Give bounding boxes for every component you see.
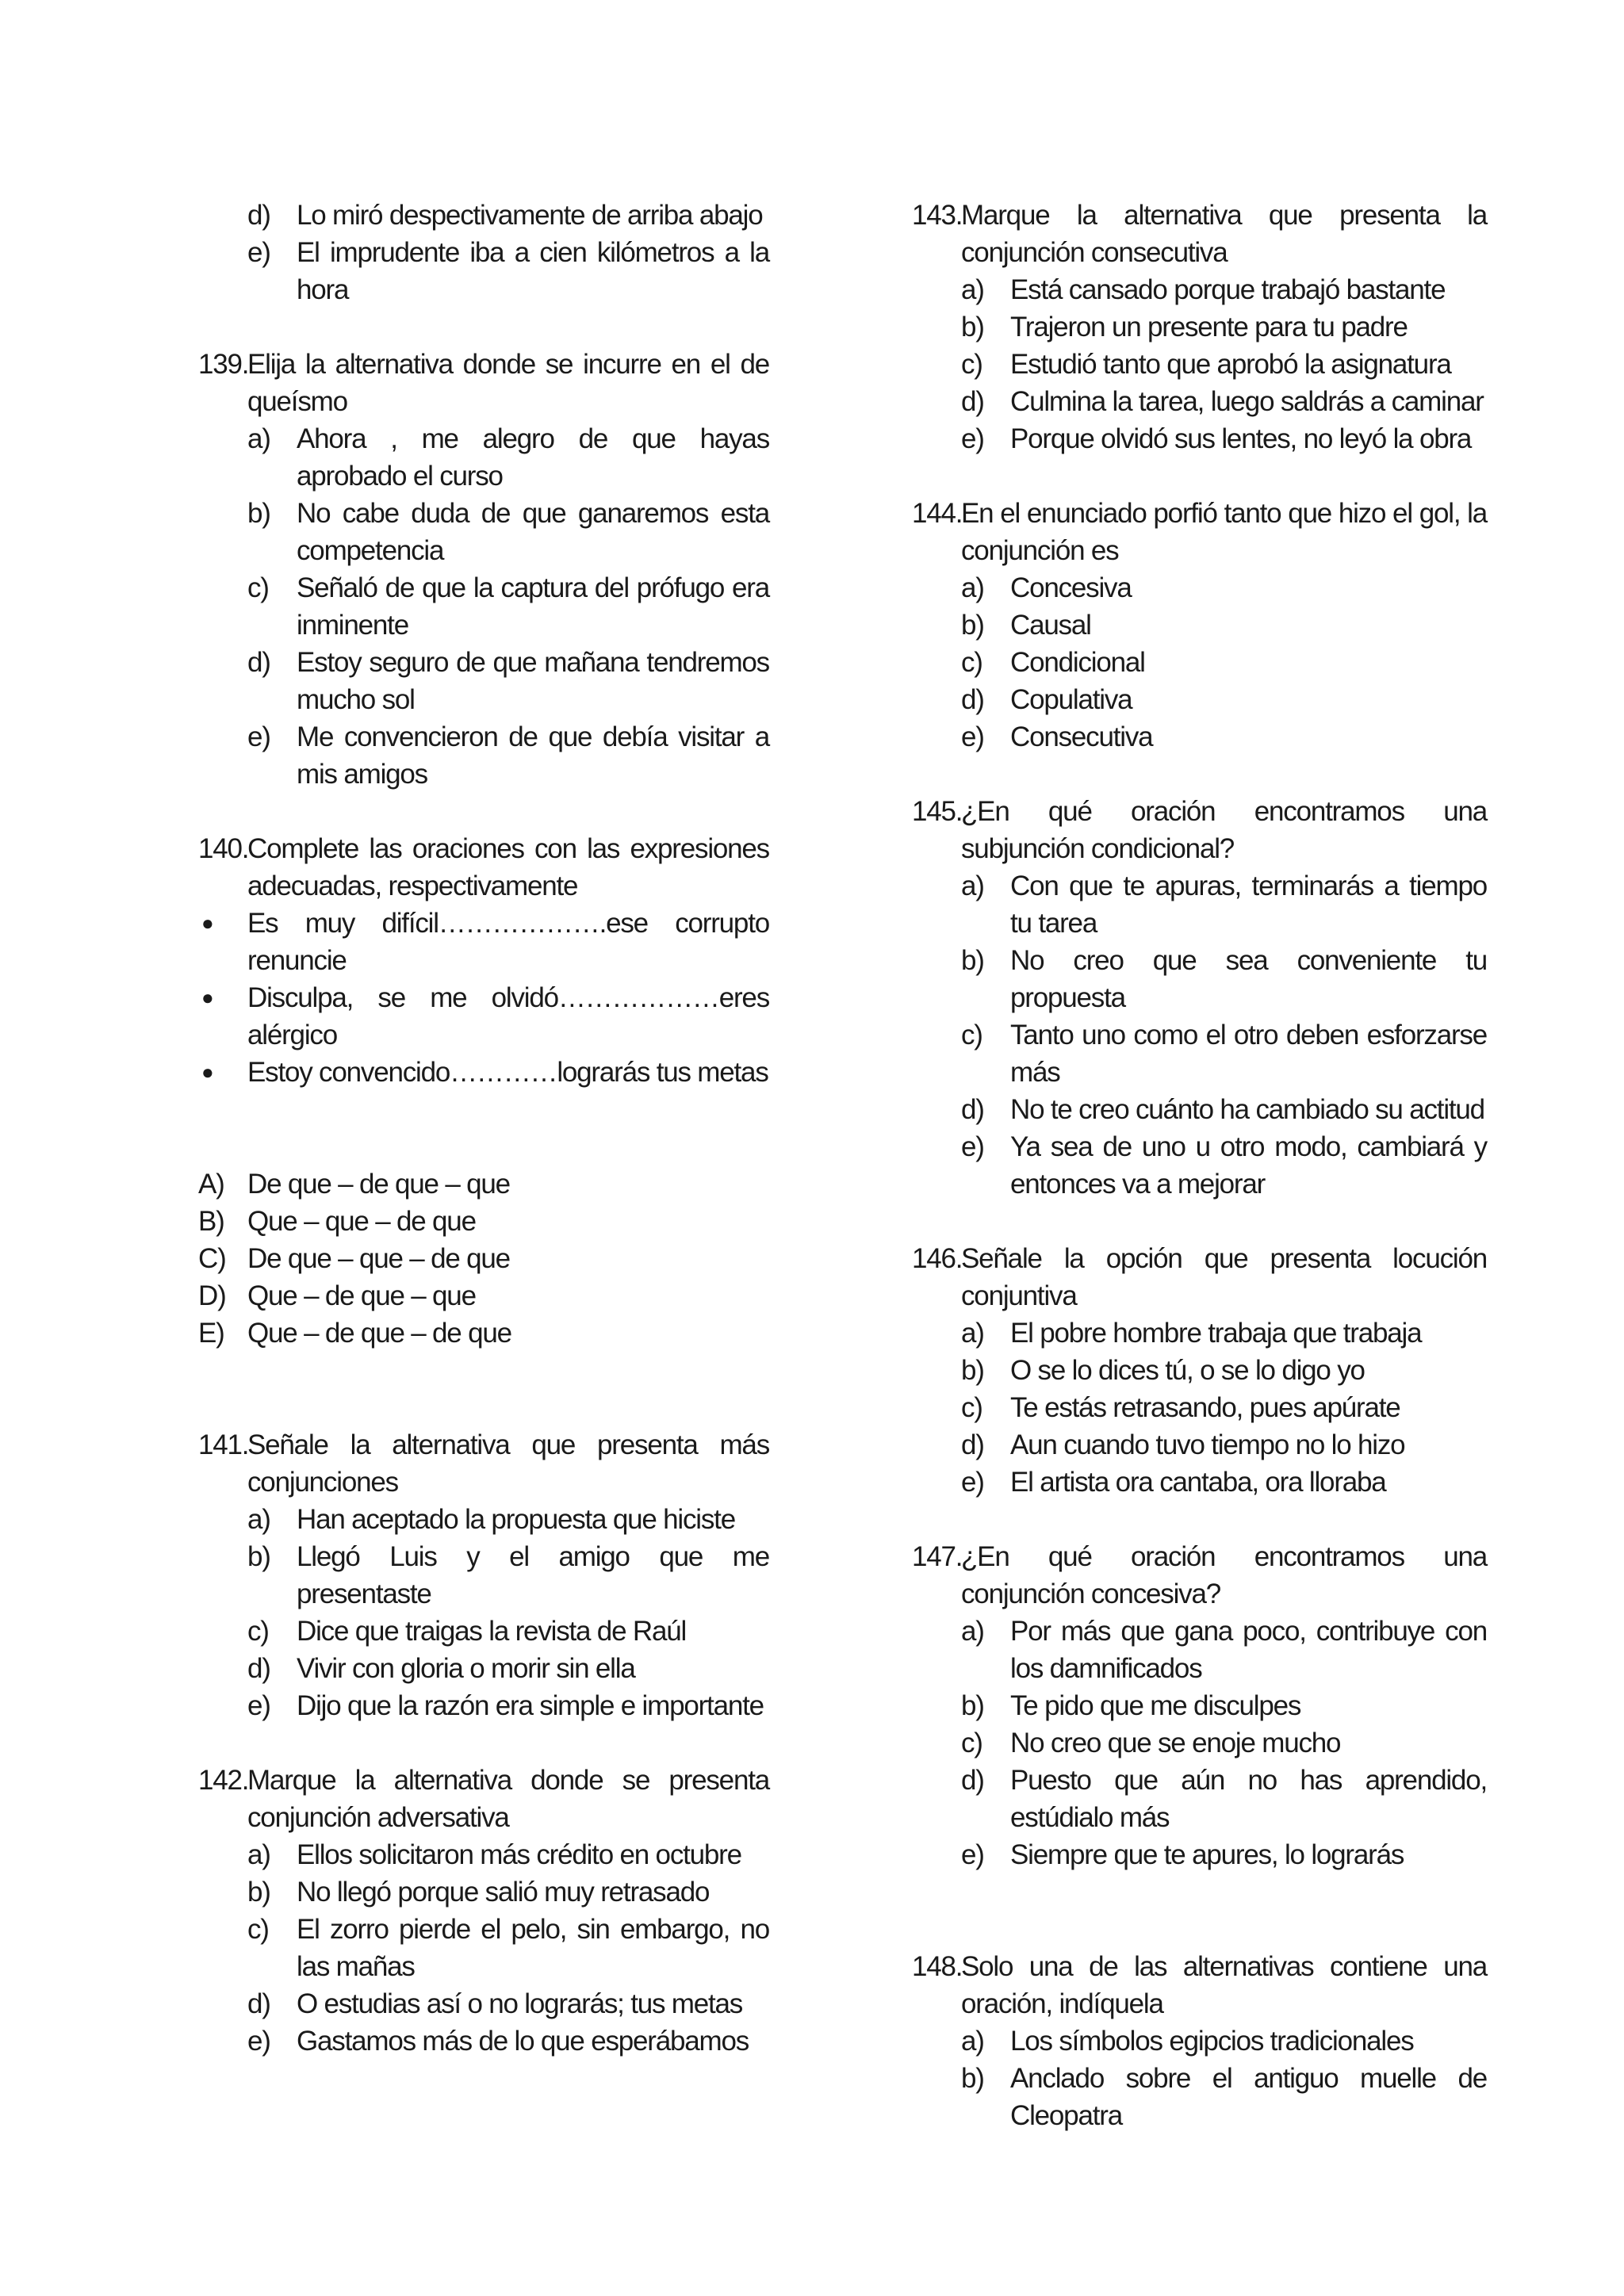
answer-text: Que – de que – que: [247, 1280, 476, 1311]
option-letter: c): [247, 1914, 269, 1945]
option-text: Me convencieron de que debía visitar a mis amigos: [297, 721, 769, 790]
option-text: El zorro pierde el pelo, sin embargo, no las mañas: [297, 1914, 769, 1982]
option-letter: b): [961, 945, 984, 976]
question-prompt: [912, 1240, 1487, 1314]
option-text: Gastamos más de lo que esperábamos: [297, 2026, 749, 2057]
option-text: No te creo cuánto ha cambiado su actitud: [1010, 1094, 1484, 1125]
option-text: Condicional: [1010, 647, 1145, 678]
option-letter: b): [961, 2063, 984, 2094]
question-prompt: [198, 830, 769, 905]
question-number: 143.: [912, 200, 963, 231]
option-letter: d): [961, 1429, 984, 1460]
question-145: [912, 793, 1487, 1203]
question-142: [198, 1762, 769, 2060]
option-letter: e): [961, 423, 984, 454]
option-text: Ya sea de uno u otro modo, cambiará y entonces va a mejorar: [1010, 1131, 1487, 1200]
option-d: [198, 644, 769, 718]
option-e: [912, 1464, 1487, 1501]
option-e: [198, 1687, 769, 1724]
option-a: [198, 1501, 769, 1538]
option-letter: c): [247, 1616, 269, 1647]
option-e: [912, 718, 1487, 756]
option-text: Dice que traigas la revista de Raúl: [297, 1616, 687, 1647]
question-138-continuation: [198, 197, 769, 308]
option-letter: a): [961, 2026, 984, 2057]
question-number: 145.: [912, 796, 963, 827]
question-number: 147.: [912, 1541, 963, 1572]
option-text: Porque olvidó sus lentes, no leyó la obra: [1010, 423, 1472, 454]
option-e: [912, 1128, 1487, 1203]
question-text: ¿En qué oración encontramos una conjunción concesiva?: [961, 1541, 1487, 1609]
option-c: [912, 1724, 1487, 1762]
question-number: 148.: [912, 1951, 963, 1982]
option-c: [198, 1911, 769, 1985]
option-letter: c): [961, 349, 982, 380]
option-letter: b): [961, 1355, 984, 1386]
question-prompt: [912, 495, 1487, 569]
option-letter: a): [961, 572, 984, 603]
question-number: 141.: [198, 1429, 249, 1460]
option-b: [198, 495, 769, 569]
option-letter: b): [961, 610, 984, 641]
option-text: Siempre que te apures, lo lograrás: [1010, 1839, 1404, 1870]
option-text: Trajeron un presente para tu padre: [1010, 312, 1408, 342]
question-text: Marque la alternativa que presenta la conjunción consecutiva: [961, 200, 1487, 268]
option-text: Estudió tanto que aprobó la asignatura: [1010, 349, 1451, 380]
option-text: Señaló de que la captura del prófugo era inminente: [297, 572, 769, 641]
answer-letter: E): [198, 1318, 224, 1349]
option-a: [912, 1314, 1487, 1352]
option-letter: e): [247, 1690, 270, 1721]
option-e: [198, 234, 769, 308]
option-letter: b): [247, 1877, 270, 1908]
question-139: [198, 346, 769, 793]
bullet-icon: ●: [201, 1060, 213, 1084]
option-letter: d): [961, 1765, 984, 1796]
option-text: Anclado sobre el antiguo muelle de Cleopatra: [1010, 2063, 1487, 2131]
option-text: O se lo dices tú, o se lo digo yo: [1010, 1355, 1365, 1386]
option-text: Causal: [1010, 610, 1091, 641]
option-letter: b): [961, 1690, 984, 1721]
option-letter: e): [247, 721, 270, 752]
bullet-item: [198, 979, 769, 1054]
answer-b: [198, 1203, 769, 1240]
option-text: Llegó Luis y el amigo que me presentaste: [297, 1541, 769, 1609]
answer-text: Que – que – de que: [247, 1206, 476, 1237]
option-letter: a): [961, 274, 984, 305]
option-d: [912, 1091, 1487, 1128]
option-text: No cabe duda de que ganaremos esta competencia: [297, 498, 769, 566]
option-text: Te pido que me disculpes: [1010, 1690, 1301, 1721]
question-140: [198, 830, 769, 1352]
option-a: [912, 867, 1487, 942]
option-letter: d): [961, 684, 984, 715]
right-column: [912, 197, 1487, 2134]
option-text: Te estás retrasando, pues apúrate: [1010, 1392, 1400, 1423]
option-text: Aun cuando tuvo tiempo no lo hizo: [1010, 1429, 1405, 1460]
option-text: Lo miró despectivamente de arriba abajo: [297, 200, 763, 231]
option-d: [198, 1985, 769, 2022]
bullet-icon: ●: [201, 985, 213, 1009]
option-text: Tanto uno como el otro deben esforzarse más: [1010, 1020, 1487, 1088]
option-b: [198, 1873, 769, 1911]
question-prompt: [198, 346, 769, 420]
option-d: [198, 197, 769, 234]
question-text: Solo una de las alternativas contiene una oración, indíquela: [961, 1951, 1487, 2019]
option-text: El pobre hombre trabaja que trabaja: [1010, 1318, 1422, 1349]
option-e: [912, 420, 1487, 457]
option-text: El imprudente iba a cien kilómetros a la hora: [297, 237, 769, 305]
option-letter: d): [247, 1988, 270, 2019]
bullet-text: Estoy convencido…………lograrás tus metas: [247, 1057, 768, 1088]
option-d: [912, 383, 1487, 420]
option-letter: c): [961, 1728, 982, 1758]
answer-text: De que – que – de que: [247, 1243, 510, 1274]
option-a: [198, 1836, 769, 1873]
question-146: [912, 1240, 1487, 1501]
question-147: [912, 1538, 1487, 1873]
question-143: [912, 197, 1487, 457]
option-c: [198, 569, 769, 644]
question-text: Señale la alternativa que presenta más conjunciones: [247, 1429, 769, 1498]
option-letter: a): [961, 1318, 984, 1349]
option-letter: c): [961, 1020, 982, 1050]
option-letter: a): [961, 1616, 984, 1647]
option-letter: c): [961, 647, 982, 678]
option-letter: a): [247, 1504, 270, 1535]
option-a: [198, 420, 769, 495]
bullet-icon: ●: [201, 911, 213, 935]
option-text: Por más que gana poco, contribuye con los damnificados: [1010, 1616, 1487, 1684]
option-d: [912, 1762, 1487, 1836]
question-number: 140.: [198, 833, 249, 864]
option-text: Culmina la tarea, luego saldrás a caminar: [1010, 386, 1484, 417]
option-text: Está cansado porque trabajó bastante: [1010, 274, 1446, 305]
option-c: [912, 1016, 1487, 1091]
question-text: Complete las oraciones con las expresiones adecuadas, respectivamente: [247, 833, 769, 901]
option-letter: a): [247, 1839, 270, 1870]
option-c: [198, 1613, 769, 1650]
option-text: No creo que se enoje mucho: [1010, 1728, 1341, 1758]
answer-letter: A): [198, 1169, 224, 1200]
bullet-item: [198, 905, 769, 979]
option-text: Han aceptado la propuesta que hiciste: [297, 1504, 735, 1535]
option-letter: e): [247, 2026, 270, 2057]
question-144: [912, 495, 1487, 756]
option-text: Consecutiva: [1010, 721, 1153, 752]
option-c: [912, 644, 1487, 681]
option-a: [912, 271, 1487, 308]
question-text: Marque la alternativa donde se presenta conjunción adversativa: [247, 1765, 769, 1833]
question-prompt: [198, 1426, 769, 1501]
option-text: Ellos solicitaron más crédito en octubre: [297, 1839, 741, 1870]
option-letter: e): [247, 237, 270, 268]
bullet-item: [198, 1054, 769, 1091]
option-text: Concesiva: [1010, 572, 1132, 603]
option-e: [912, 1836, 1487, 1873]
option-a: [912, 1613, 1487, 1687]
question-prompt: [912, 197, 1487, 271]
option-letter: e): [961, 1467, 984, 1498]
option-letter: e): [961, 1839, 984, 1870]
answer-c: [198, 1240, 769, 1277]
bullet-text: Disculpa, se me olvidó………………eres alérgico: [247, 982, 769, 1050]
option-letter: d): [961, 1094, 984, 1125]
option-b: [912, 607, 1487, 644]
option-letter: b): [247, 498, 270, 529]
option-text: Con que te apuras, terminarás a tiempo tu tarea: [1010, 871, 1487, 939]
option-letter: d): [961, 386, 984, 417]
option-e: [198, 718, 769, 793]
option-b: [912, 1352, 1487, 1389]
question-141: [198, 1426, 769, 1724]
option-d: [912, 1426, 1487, 1464]
option-letter: d): [247, 1653, 270, 1684]
question-text: En el enunciado porfió tanto que hizo el gol, la conjunción es: [961, 498, 1487, 566]
question-prompt: [912, 793, 1487, 867]
option-letter: d): [247, 200, 270, 231]
option-text: Vivir con gloria o morir sin ella: [297, 1653, 635, 1684]
option-text: Ahora , me alegro de que hayas aprobado el curso: [297, 423, 769, 492]
option-letter: a): [247, 423, 270, 454]
option-b: [912, 1687, 1487, 1724]
option-text: Puesto que aún no has aprendido, estúdialo más: [1010, 1765, 1487, 1833]
question-text: Señale la opción que presenta locución conjuntiva: [961, 1243, 1487, 1311]
option-b: [912, 942, 1487, 1016]
option-a: [912, 569, 1487, 607]
option-letter: c): [961, 1392, 982, 1423]
question-148: [912, 1948, 1487, 2134]
option-b: [912, 308, 1487, 346]
answer-e: [198, 1314, 769, 1352]
answer-letter: D): [198, 1280, 226, 1311]
option-letter: d): [247, 647, 270, 678]
question-prompt: [912, 1538, 1487, 1613]
question-number: 139.: [198, 349, 249, 380]
question-number: 142.: [198, 1765, 249, 1796]
option-letter: b): [247, 1541, 270, 1572]
option-text: No llegó porque salió muy retrasado: [297, 1877, 710, 1908]
option-text: No creo que sea conveniente tu propuesta: [1010, 945, 1487, 1013]
option-text: Estoy seguro de que mañana tendremos mucho sol: [297, 647, 769, 715]
bullet-text: Es muy difícil……………….ese corrupto renuncie: [247, 908, 769, 976]
option-letter: e): [961, 721, 984, 752]
answer-text: De que – de que – que: [247, 1169, 510, 1200]
question-number: 144.: [912, 498, 963, 529]
option-letter: c): [247, 572, 269, 603]
option-d: [198, 1650, 769, 1687]
option-text: O estudias así o no lograrás; tus metas: [297, 1988, 743, 2019]
option-letter: a): [961, 871, 984, 901]
option-b: [198, 1538, 769, 1613]
left-column: [198, 197, 769, 2060]
option-text: Copulativa: [1010, 684, 1132, 715]
question-prompt: [912, 1948, 1487, 2022]
option-c: [912, 346, 1487, 383]
option-text: Los símbolos egipcios tradicionales: [1010, 2026, 1414, 2057]
option-c: [912, 1389, 1487, 1426]
option-letter: e): [961, 1131, 984, 1162]
answer-letter: B): [198, 1206, 224, 1237]
question-prompt: [198, 1762, 769, 1836]
option-letter: b): [961, 312, 984, 342]
answer-d: [198, 1277, 769, 1314]
option-b: [912, 2060, 1487, 2134]
answer-a: [198, 1165, 769, 1203]
question-text: ¿En qué oración encontramos una subjunción condicional?: [961, 796, 1487, 864]
answer-letter: C): [198, 1243, 226, 1274]
answer-text: Que – de que – de que: [247, 1318, 511, 1349]
option-e: [198, 2022, 769, 2060]
question-text: Elija la alternativa donde se incurre en el de queísmo: [247, 349, 769, 417]
option-a: [912, 2022, 1487, 2060]
option-text: Dijo que la razón era simple e importante: [297, 1690, 764, 1721]
question-number: 146.: [912, 1243, 963, 1274]
option-d: [912, 681, 1487, 718]
option-text: El artista ora cantaba, ora lloraba: [1010, 1467, 1386, 1498]
